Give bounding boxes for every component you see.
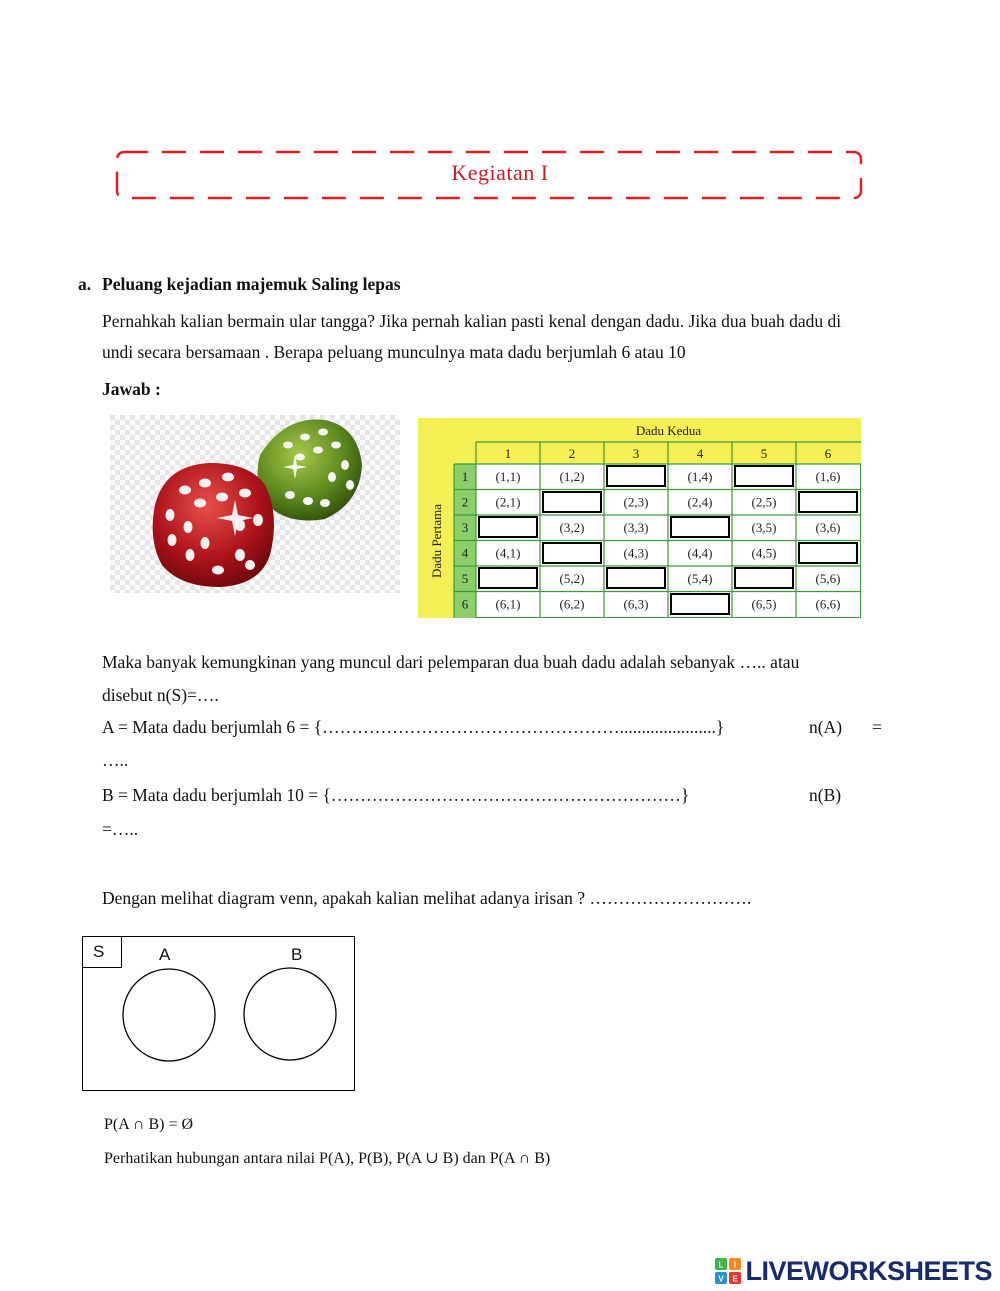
table-cell: (3,2)	[559, 520, 585, 535]
set-a-count-label: n(A)	[809, 717, 843, 737]
answer-input-box[interactable]	[606, 567, 666, 589]
table-cell: (1,6)	[815, 469, 841, 484]
answer-input-box[interactable]	[798, 491, 858, 513]
page-title: Kegiatan I	[451, 160, 549, 185]
table-cell: (1,1)	[495, 469, 521, 484]
table-cell: (1,2)	[559, 469, 585, 484]
answer-input-box[interactable]	[734, 465, 794, 487]
table-cell: (3,3)	[623, 520, 649, 535]
answer-input-box[interactable]	[542, 542, 602, 564]
table-cell: (6,5)	[751, 596, 777, 612]
venn-diagram	[82, 936, 355, 1091]
col-label: 4	[696, 446, 704, 461]
table-corner	[418, 418, 476, 464]
side-header: Dadu Pertama	[429, 503, 444, 579]
intro-text-2: undi secara bersamaan . Berapa peluang munculnya mata dadu berjumlah 6 atau 10	[102, 342, 686, 362]
answer-input-box[interactable]	[798, 542, 858, 564]
table-cell: (1,4)	[687, 469, 713, 484]
col-label: 3	[632, 446, 640, 461]
set-a-count-eq: =	[872, 717, 882, 737]
set-b-circle	[244, 968, 336, 1060]
brand-name: LIVEWORKSHEETS	[745, 1255, 992, 1286]
brand-letter-l: L	[719, 1260, 724, 1270]
set-b-label: B	[291, 945, 303, 964]
row-label: 4	[461, 545, 469, 561]
answer-input-box[interactable]	[478, 516, 538, 538]
top-header: Dadu Kedua	[635, 423, 702, 438]
brand-letter-e: E	[732, 1274, 739, 1284]
section-heading: Peluang kejadian majemuk Saling lepas	[102, 274, 401, 294]
sample-space-question: Maka banyak kemungkinan yang muncul dari pelemparan dua buah dadu adalah sebanyak ….. atau	[102, 652, 800, 672]
row-label: 2	[461, 494, 469, 510]
answer-input-box[interactable]	[542, 491, 602, 513]
row-label: 5	[461, 571, 469, 586]
set-b-count-label: n(B)	[809, 785, 842, 805]
dice-image	[110, 415, 400, 593]
table-cell: (6,3)	[623, 596, 649, 612]
col-label: 6	[824, 446, 832, 461]
table-cell: (3,6)	[815, 520, 841, 535]
col-label: 5	[760, 446, 768, 461]
table-cell: (6,6)	[815, 596, 841, 612]
table-cell: (2,5)	[751, 494, 777, 510]
universe-label: S	[82, 936, 122, 968]
answer-input-box[interactable]	[734, 567, 794, 589]
intersection-statement: P(A ∩ B) = Ø	[104, 1116, 194, 1133]
set-b-count-blank[interactable]: =…..	[102, 819, 139, 839]
col-label: 2	[568, 446, 576, 461]
table-cell: (5,2)	[559, 571, 585, 586]
table-cell: (4,1)	[495, 545, 521, 561]
liveworksheets-logo	[715, 1254, 992, 1288]
table-cell: (6,1)	[495, 596, 521, 612]
section-marker: a.	[78, 274, 92, 294]
table-cell: (6,2)	[559, 596, 585, 612]
answer-input-box[interactable]	[606, 465, 666, 487]
answer-input-box[interactable]	[478, 567, 538, 589]
brand-letter-v: V	[718, 1274, 725, 1284]
set-a-label: A	[159, 945, 171, 964]
table-cell: (2,4)	[687, 494, 713, 510]
table-cell: (2,1)	[495, 494, 521, 510]
row-label: 1	[461, 469, 469, 484]
brand-grid-icon	[715, 1258, 741, 1284]
venn-question: Dengan melihat diagram venn, apakah kalian melihat adanya irisan ? ……………………….	[102, 888, 752, 908]
answer-input-box[interactable]	[670, 593, 730, 615]
col-label: 1	[504, 446, 512, 461]
set-a-definition: A = Mata dadu berjumlah 6 = {……………………………………………......................}	[102, 717, 725, 737]
row-label: 3	[461, 520, 469, 535]
relation-statement: Perhatikan hubungan antara nilai P(A), P(B), P(A ∪ B) dan P(A ∩ B)	[104, 1150, 551, 1167]
set-b-definition: B = Mata dadu berjumlah 10 = {……………………………………………………}	[102, 785, 690, 805]
table-cell: (2,3)	[623, 494, 649, 510]
set-a-count-blank[interactable]: …..	[102, 750, 129, 770]
table-cell: (4,5)	[751, 545, 777, 561]
table-cell: (5,6)	[815, 571, 841, 586]
table-cell: (4,4)	[687, 545, 713, 561]
row-label: 6	[461, 596, 469, 612]
intro-text-1: Pernahkah kalian bermain ular tangga? Jika pernah kalian pasti kenal dengan dadu. Jika dua buah dadu di	[102, 311, 842, 331]
table-cell: (5,4)	[687, 571, 713, 586]
table-cell: (4,3)	[623, 545, 649, 561]
answer-label: Jawab :	[102, 379, 161, 399]
table-cell: (3,5)	[751, 520, 777, 535]
sample-space-answer: disebut n(S)=….	[102, 685, 219, 705]
answer-input-box[interactable]	[670, 516, 730, 538]
brand-letter-i: I	[734, 1260, 737, 1270]
set-a-circle	[123, 969, 215, 1061]
